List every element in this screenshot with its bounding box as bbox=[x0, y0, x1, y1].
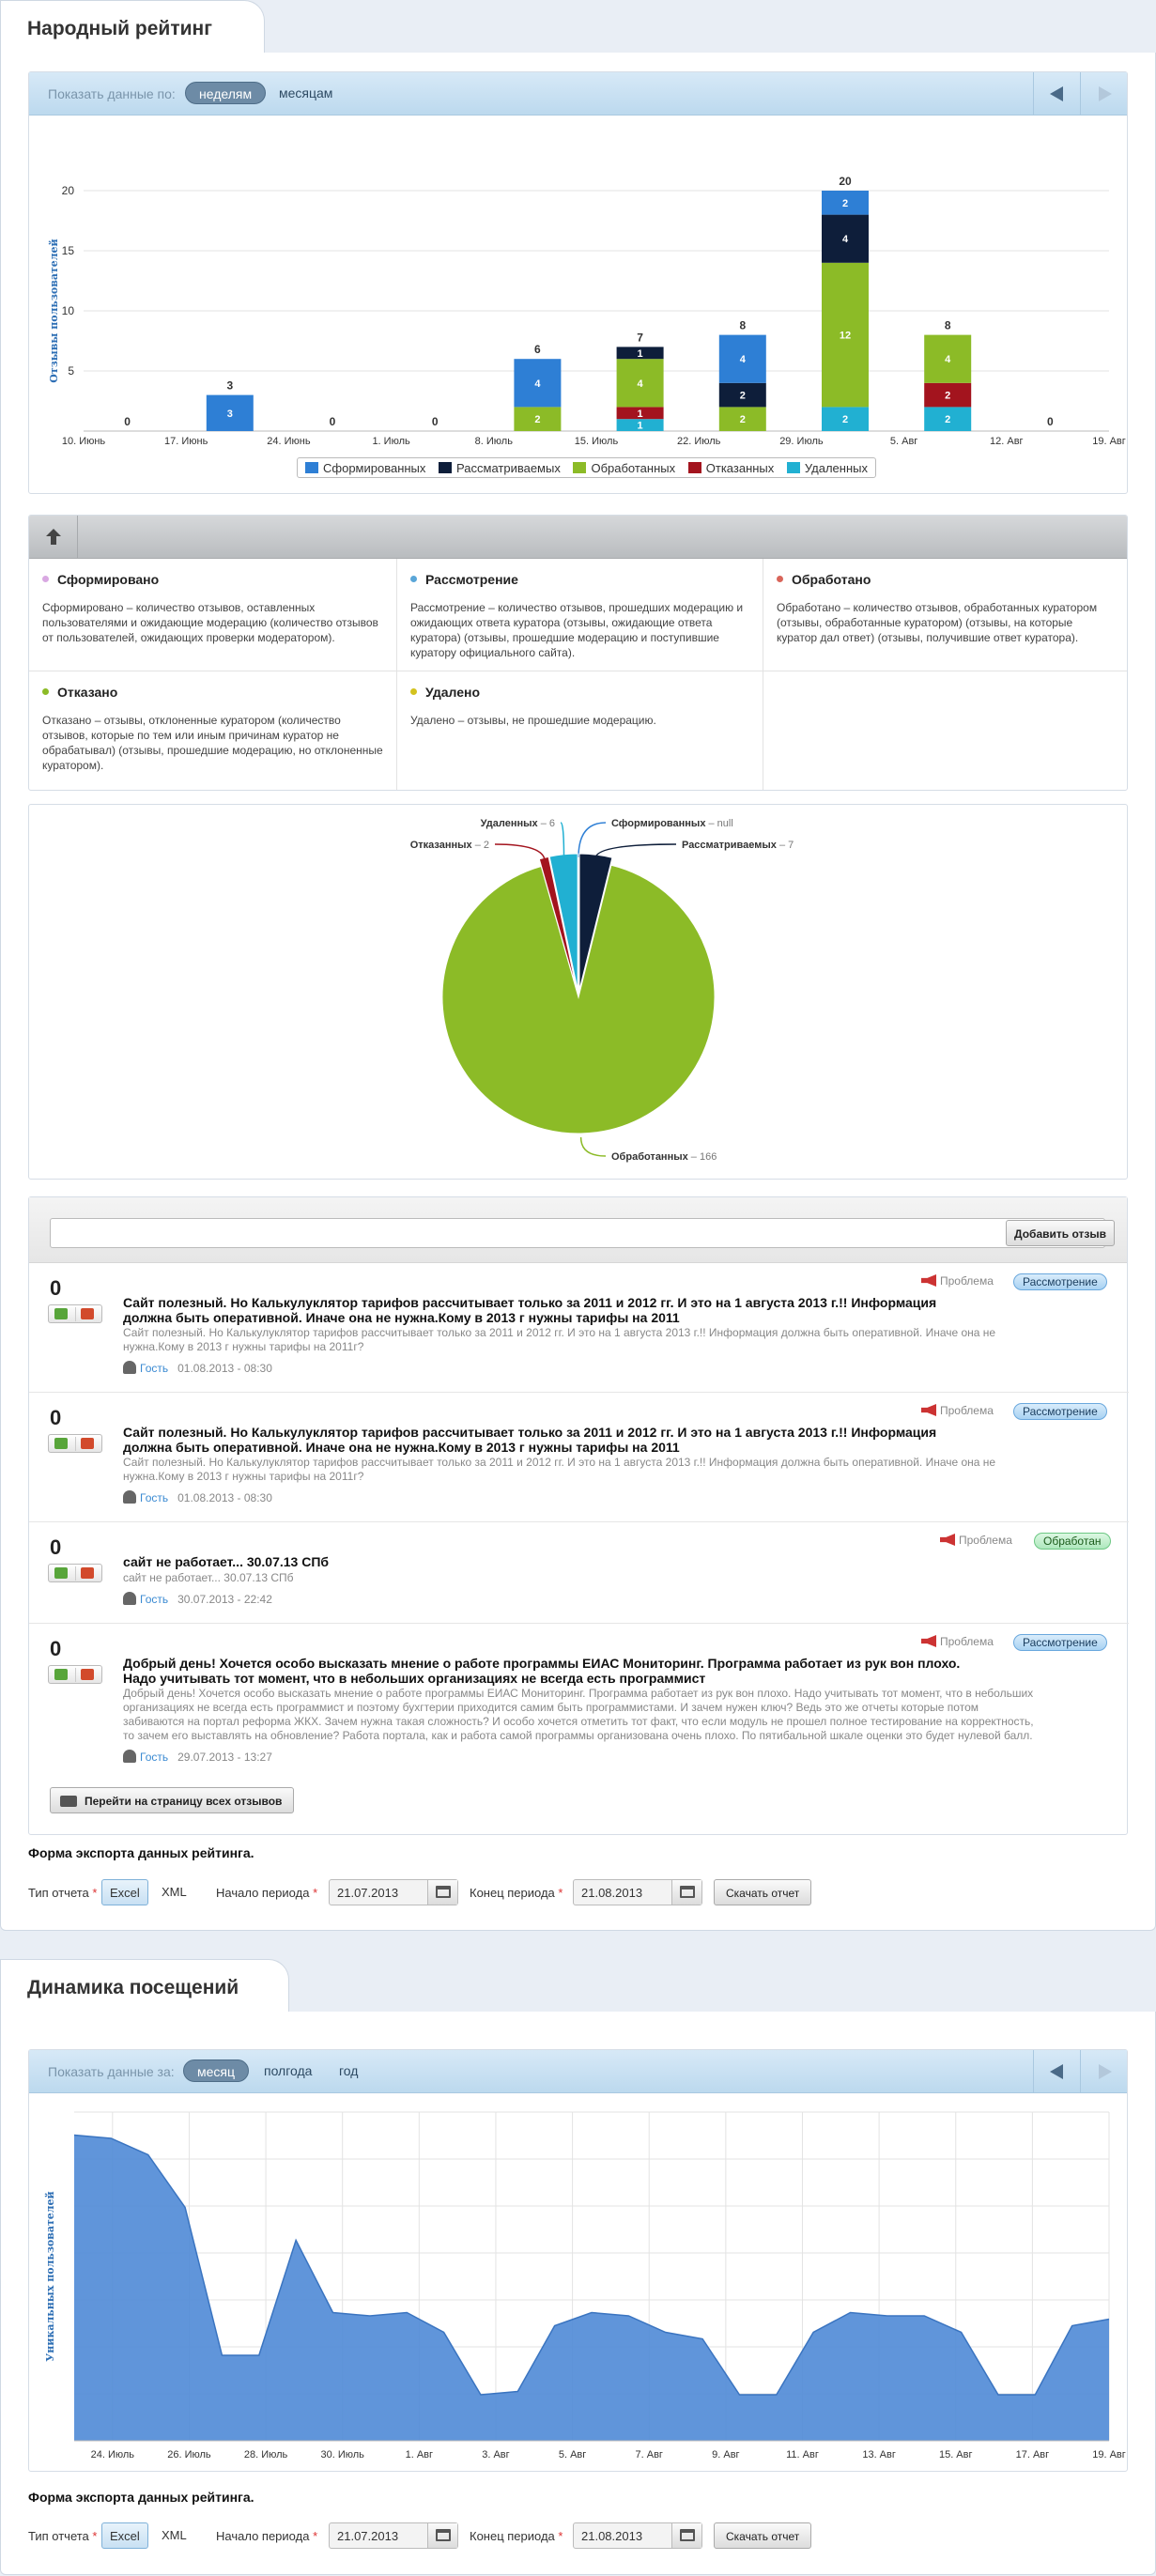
feedback-search-input[interactable] bbox=[50, 1218, 1105, 1248]
required-mark: * bbox=[558, 1886, 563, 1900]
download-report-button[interactable]: Скачать отчет bbox=[714, 1879, 811, 1905]
x-tick-label: 7. Авг bbox=[635, 2449, 663, 2460]
export-form-title: Форма экспорта данных рейтинга. bbox=[28, 2490, 254, 2505]
review-date: 29.07.2013 - 13:27 bbox=[177, 1751, 272, 1764]
definition-title bbox=[410, 572, 749, 587]
bar-total-label: 8 bbox=[944, 318, 951, 332]
pie-connector bbox=[581, 1137, 606, 1156]
pie-label bbox=[481, 818, 555, 829]
end-period-label-text: Конец периода bbox=[470, 2529, 555, 2543]
legend-swatch bbox=[305, 462, 318, 473]
prev-period-button[interactable] bbox=[1033, 72, 1080, 116]
area-series bbox=[74, 2136, 1109, 2442]
review-score: 0 bbox=[50, 1535, 62, 1559]
calendar-button[interactable] bbox=[671, 1880, 701, 1905]
visits-chart-panel bbox=[28, 2049, 1128, 2472]
comment-icon bbox=[60, 1796, 77, 1807]
definition-title-text: Обработано bbox=[792, 572, 871, 587]
review-date: 30.07.2013 - 22:42 bbox=[177, 1593, 272, 1606]
bullet-dot-icon bbox=[42, 688, 49, 695]
x-tick-label: 15. Июль bbox=[574, 436, 619, 447]
calendar-icon bbox=[436, 2529, 451, 2541]
definition-rejected bbox=[29, 671, 397, 791]
bar-value-label: 2 bbox=[945, 390, 951, 402]
definition-title bbox=[42, 685, 383, 700]
review-body-line: забиваются на портал реформа ЖКХ. Зачем нужна такая сложность? И особо хочется отметить тот факт, что если модуль не прошел полное тестирование на корректность, bbox=[123, 1715, 1034, 1728]
vote-divider bbox=[75, 1307, 76, 1321]
thumbs-up-icon[interactable] bbox=[54, 1567, 68, 1579]
report-type-label bbox=[28, 2529, 97, 2543]
x-tick-label: 30. Июль bbox=[320, 2449, 364, 2460]
megaphone-icon bbox=[921, 1274, 936, 1287]
review-title[interactable] bbox=[123, 1554, 1062, 1569]
review-body bbox=[123, 1687, 1109, 1743]
report-type-label-text: Тип отчета bbox=[28, 1886, 89, 1900]
definition-title-text: Рассмотрение bbox=[425, 572, 518, 587]
review-title[interactable] bbox=[123, 1425, 1062, 1455]
pie-label-value: – 6 bbox=[537, 818, 555, 829]
pie-chart-panel bbox=[28, 804, 1128, 1180]
thumbs-down-icon[interactable] bbox=[81, 1567, 94, 1579]
calendar-icon bbox=[680, 1886, 695, 1898]
legend-item-processed[interactable] bbox=[573, 461, 675, 475]
legend-item-formed[interactable] bbox=[305, 461, 425, 475]
legend-item-review[interactable] bbox=[439, 461, 561, 475]
end-period-label-text: Конец периода bbox=[470, 1886, 555, 1900]
collapse-button[interactable] bbox=[29, 516, 78, 558]
thumbs-up-icon[interactable] bbox=[54, 1669, 68, 1680]
bar-value-label: 3 bbox=[226, 408, 233, 420]
review-body-line: нужна.Кому в 2013 г нужны тарифы на 2011г? bbox=[123, 1470, 364, 1483]
bar-value-label: 4 bbox=[841, 234, 849, 246]
required-mark: * bbox=[92, 2529, 98, 2543]
x-tick-label: 15. Авг bbox=[938, 2449, 973, 2460]
period-month-button[interactable]: месяц bbox=[183, 2059, 249, 2082]
review-category-text: Проблема bbox=[940, 1274, 994, 1288]
rating-chart-toolbar bbox=[29, 72, 1127, 116]
arrow-up-icon bbox=[46, 529, 61, 545]
end-period-label bbox=[470, 1886, 563, 1900]
period-label: Показать данные по: bbox=[48, 86, 176, 101]
definition-title-text: Отказано bbox=[57, 685, 118, 700]
review-body-line: сайт не работает... 30.07.13 СПб bbox=[123, 1571, 294, 1584]
review-category bbox=[921, 1404, 994, 1417]
bar-total-label: 7 bbox=[637, 331, 643, 345]
x-tick-label: 19. Авг bbox=[1092, 436, 1126, 447]
review-body-line: то зачем его выставлять на обновление? Работа портала, как и работа самой программы организована очень плохо. По пятибальной шкале оценки это будет нулевой балл. bbox=[123, 1729, 1033, 1742]
export-form bbox=[28, 2522, 1128, 2549]
visits-chart-toolbar bbox=[29, 2050, 1127, 2093]
next-period-button[interactable] bbox=[1080, 72, 1127, 116]
x-tick-label: 8. Июль bbox=[474, 436, 513, 447]
review-author-link[interactable]: Гость bbox=[140, 1491, 169, 1504]
review-title-line: Сайт полезный. Но Калькулуклятор тарифов рассчитывает только за 2011 и 2012 гг. И это на 1 августа 2013 г.!! Информация bbox=[123, 1295, 937, 1310]
end-date-value: 21.08.2013 bbox=[581, 1886, 643, 1900]
review-author-link[interactable]: Гость bbox=[140, 1593, 169, 1606]
status-badge: Рассмотрение bbox=[1013, 1273, 1107, 1290]
user-icon bbox=[123, 1361, 136, 1374]
definition-processed bbox=[763, 559, 1127, 671]
review-title-line: должна быть оперативной. Иначе она не нужна.Кому в 2013 г нужны тарифы на 2011 bbox=[123, 1440, 680, 1455]
arrow-left-icon bbox=[1050, 2064, 1063, 2079]
bar-chart-legend bbox=[297, 457, 876, 478]
bar-value-label: 2 bbox=[841, 197, 849, 209]
bullet-dot-icon bbox=[410, 688, 417, 695]
thumbs-up-icon[interactable] bbox=[54, 1438, 68, 1449]
vote-buttons bbox=[48, 1434, 102, 1453]
period-year-button[interactable]: год bbox=[339, 2063, 359, 2078]
bar-value-label: 12 bbox=[839, 330, 852, 342]
review-category bbox=[940, 1534, 1012, 1547]
definition-text: Сформировано – количество отзывов, оставленных пользователями и ожидающие модерацию (количество отзывов от пользователей, ожидающих проверки модератором). bbox=[42, 601, 378, 644]
y-axis-label: Уникальных пользователей bbox=[44, 2191, 56, 2362]
bar-total-label: 20 bbox=[839, 175, 852, 188]
rating-section-header bbox=[0, 0, 1156, 53]
feedback-toolbar bbox=[29, 1197, 1127, 1263]
x-tick-label: 1. Авг bbox=[405, 2449, 434, 2460]
format-excel-button[interactable]: Excel bbox=[101, 2522, 148, 2549]
visits-next-button[interactable] bbox=[1080, 2050, 1127, 2093]
vote-buttons bbox=[48, 1665, 102, 1684]
megaphone-icon bbox=[921, 1404, 936, 1416]
rating-chart-panel bbox=[28, 71, 1128, 494]
thumbs-down-icon[interactable] bbox=[81, 1438, 94, 1449]
review-date: 01.08.2013 - 08:30 bbox=[177, 1491, 272, 1504]
pie-slice bbox=[442, 865, 715, 1134]
calendar-button[interactable] bbox=[427, 2523, 457, 2548]
calendar-button[interactable] bbox=[671, 2523, 701, 2548]
required-mark: * bbox=[92, 1886, 98, 1900]
definition-title-text: Сформировано bbox=[57, 572, 160, 587]
y-tick-label: 20 bbox=[61, 184, 74, 197]
review-score: 0 bbox=[50, 1276, 62, 1300]
visits-section-header bbox=[0, 1959, 1156, 2012]
start-period-label-text: Начало периода bbox=[216, 2529, 310, 2543]
pie-label-name: Удаленных bbox=[480, 818, 538, 829]
review-item bbox=[29, 1393, 1129, 1522]
definition-title bbox=[777, 572, 1114, 587]
y-tick-label: 10 bbox=[61, 304, 74, 317]
bullet-dot-icon bbox=[410, 576, 417, 582]
megaphone-icon bbox=[921, 1635, 936, 1647]
bar-value-label: 1 bbox=[637, 347, 643, 360]
review-meta bbox=[123, 1490, 272, 1504]
bar-value-label: 1 bbox=[637, 420, 643, 432]
status-pie-chart bbox=[29, 805, 1127, 1179]
review-body-line: Сайт полезный. Но Калькулуклятор тарифов рассчитывает только за 2011 и 2012 гг. И это на 1 августа 2013 г.!! Информация должна быть оперативной. Иначе она не bbox=[123, 1456, 996, 1469]
pie-label bbox=[682, 840, 794, 851]
status-badge: Рассмотрение bbox=[1013, 1634, 1107, 1651]
bar-value-label: 4 bbox=[534, 378, 541, 390]
definition-text: Удалено – отзывы, не прошедшие модерацию. bbox=[410, 714, 656, 727]
bar-total-label: 0 bbox=[124, 415, 131, 428]
review-body-line: нужна.Кому в 2013 г нужны тарифы на 2011г? bbox=[123, 1340, 364, 1353]
x-tick-label: 9. Авг bbox=[712, 2449, 740, 2460]
bar-total-label: 0 bbox=[1047, 415, 1054, 428]
definitions-toolbar bbox=[29, 516, 1127, 559]
legend-swatch bbox=[688, 462, 701, 473]
user-icon bbox=[123, 1490, 136, 1504]
start-date-value: 21.07.2013 bbox=[337, 2529, 399, 2543]
bar-value-label: 2 bbox=[739, 390, 746, 402]
legend-swatch bbox=[573, 462, 586, 473]
pie-label-name: Сформированных bbox=[611, 818, 706, 829]
user-icon bbox=[123, 1750, 136, 1763]
y-tick-label: 15 bbox=[61, 244, 74, 257]
review-author-link[interactable]: Гость bbox=[140, 1751, 169, 1764]
required-mark: * bbox=[313, 2529, 318, 2543]
pie-connector bbox=[561, 823, 564, 858]
pie-label bbox=[611, 1151, 717, 1163]
review-body bbox=[123, 1571, 1109, 1585]
start-date-input[interactable] bbox=[329, 2522, 458, 2549]
start-date-value: 21.07.2013 bbox=[337, 1886, 399, 1900]
visits-area-chart bbox=[29, 2093, 1127, 2471]
review-title[interactable] bbox=[123, 1295, 1062, 1325]
definition-title bbox=[42, 572, 383, 587]
start-date-input[interactable] bbox=[329, 1879, 458, 1905]
megaphone-icon bbox=[940, 1534, 955, 1546]
legend-swatch bbox=[787, 462, 800, 473]
pie-label-name: Рассматриваемых bbox=[682, 840, 777, 851]
review-date: 01.08.2013 - 08:30 bbox=[177, 1362, 272, 1375]
legend-label: Сформированных bbox=[323, 461, 426, 475]
definitions-panel bbox=[28, 515, 1128, 791]
x-tick-label: 13. Авг bbox=[862, 2449, 896, 2460]
x-tick-label: 29. Июль bbox=[779, 436, 824, 447]
end-period-label bbox=[470, 2529, 563, 2543]
visits-period-label: Показать данные за: bbox=[48, 2064, 175, 2079]
thumbs-up-icon[interactable] bbox=[54, 1308, 68, 1319]
legend-item-rejected[interactable] bbox=[688, 461, 775, 475]
vote-divider bbox=[75, 1668, 76, 1682]
pie-connector bbox=[495, 844, 545, 861]
review-score: 0 bbox=[50, 1637, 62, 1660]
x-tick-label: 1. Июль bbox=[372, 436, 410, 447]
end-date-input[interactable] bbox=[573, 2522, 702, 2549]
x-tick-label: 10. Июнь bbox=[61, 436, 106, 447]
definition-text: Отказано – отзывы, отклоненные куратором (количество отзывов, которые по тем или иным причинам куратор не обрабатывал) (отзывы, прошедшие модерацию, но отклоненные куратором). bbox=[42, 714, 383, 772]
review-body bbox=[123, 1326, 1109, 1354]
x-tick-label: 24. Июнь bbox=[267, 436, 311, 447]
x-tick-label: 24. Июль bbox=[90, 2449, 135, 2460]
vote-divider bbox=[75, 1566, 76, 1581]
bar-value-label: 2 bbox=[534, 414, 541, 426]
calendar-icon bbox=[680, 2529, 695, 2541]
thumbs-down-icon[interactable] bbox=[81, 1308, 94, 1319]
pie-label bbox=[410, 840, 489, 851]
review-meta bbox=[123, 1592, 272, 1606]
y-tick-label: 5 bbox=[68, 364, 74, 378]
report-type-label bbox=[28, 1886, 97, 1900]
bar-total-label: 0 bbox=[329, 415, 336, 428]
bar-value-label: 4 bbox=[945, 354, 951, 366]
export-form-title: Форма экспорта данных рейтинга. bbox=[28, 1845, 254, 1860]
pie-label-value: – 166 bbox=[687, 1151, 717, 1163]
bullet-dot-icon bbox=[777, 576, 783, 582]
bar-value-label: 2 bbox=[945, 414, 951, 426]
bar-total-label: 6 bbox=[534, 343, 541, 357]
pie-label-name: Обработанных bbox=[611, 1151, 688, 1163]
review-title-line: сайт не работает... 30.07.13 СПб bbox=[123, 1554, 330, 1569]
bar-total-label: 3 bbox=[226, 378, 234, 393]
visits-prev-button[interactable] bbox=[1033, 2050, 1080, 2093]
period-halfyear-button[interactable]: полгода bbox=[264, 2063, 313, 2078]
review-title-line: Надо учитывать тот момент, что в небольших организациях не всегда есть программист bbox=[123, 1671, 706, 1686]
pie-label-name: Отказанных bbox=[409, 840, 472, 851]
y-axis-label: Отзывы пользователей bbox=[48, 239, 60, 383]
review-title[interactable] bbox=[123, 1656, 1062, 1686]
download-report-button[interactable]: Скачать отчет bbox=[714, 2522, 811, 2549]
status-badge: Обработан bbox=[1034, 1533, 1111, 1550]
definition-title bbox=[410, 685, 749, 700]
rating-section-title: Народный рейтинг bbox=[0, 0, 265, 53]
review-body-line: Добрый день! Хочется особо высказать мнение о работе программы ЕИАС Мониторинг. Программа работает из рук вон плохо. Надо учитывать тот момент, что в небольших bbox=[123, 1687, 1034, 1700]
start-period-label bbox=[216, 2529, 317, 2543]
bar-total-label: 8 bbox=[739, 318, 747, 332]
required-mark: * bbox=[558, 2529, 563, 2543]
format-xml-button[interactable]: XML bbox=[162, 2528, 187, 2542]
review-body-line: организациях не всегда есть программист и поэтому бухгтерии приходится самим быть программистами. И зачем нужен ключ? Ведь это же отчеты которые потом bbox=[123, 1701, 979, 1714]
bar-total-label: 0 bbox=[431, 415, 439, 428]
x-tick-label: 5. Авг bbox=[558, 2449, 587, 2460]
review-item bbox=[29, 1263, 1129, 1393]
legend-swatch bbox=[439, 462, 452, 473]
x-tick-label: 28. Июль bbox=[243, 2449, 288, 2460]
vote-divider bbox=[75, 1437, 76, 1451]
pie-label bbox=[611, 818, 733, 829]
x-tick-label: 5. Авг bbox=[889, 436, 918, 447]
definition-deleted bbox=[397, 671, 763, 791]
arrow-left-icon bbox=[1050, 86, 1063, 101]
review-category bbox=[921, 1274, 994, 1288]
review-body-line: Сайт полезный. Но Калькулуклятор тарифов рассчитывает только за 2011 и 2012 гг. И это на 1 августа 2013 г.!! Информация должна быть оперативной. Иначе она не bbox=[123, 1326, 996, 1339]
x-tick-label: 19. Авг bbox=[1092, 2449, 1126, 2460]
review-body bbox=[123, 1456, 1109, 1484]
x-tick-label: 3. Авг bbox=[482, 2449, 510, 2460]
legend-label: Удаленных bbox=[804, 461, 868, 475]
review-item bbox=[29, 1624, 1129, 1774]
x-tick-label: 17. Июнь bbox=[164, 436, 208, 447]
vote-buttons bbox=[48, 1304, 102, 1323]
definition-review bbox=[397, 559, 763, 671]
review-item bbox=[29, 1522, 1129, 1624]
calendar-button[interactable] bbox=[427, 1880, 457, 1905]
vote-buttons bbox=[48, 1564, 102, 1582]
arrow-right-icon bbox=[1099, 86, 1112, 101]
pie-label-value: – 7 bbox=[776, 840, 794, 851]
end-date-value: 21.08.2013 bbox=[581, 2529, 643, 2543]
all-reviews-button-label: Перейти на страницу всех отзывов bbox=[85, 1795, 283, 1808]
definition-text: Обработано – количество отзывов, обработанных куратором (отзывы, обработанные куратором) (отзывы, на которые куратор дал ответ) (отзывы, получившие ответ куратора). bbox=[777, 601, 1098, 644]
legend-label: Отказанных bbox=[705, 461, 775, 475]
review-title-line: Добрый день! Хочется особо высказать мнение о работе программы ЕИАС Мониторинг. Программа работает из рук вон плохо. bbox=[123, 1656, 961, 1671]
review-category-text: Проблема bbox=[959, 1534, 1012, 1547]
calendar-icon bbox=[436, 1886, 451, 1898]
review-category-text: Проблема bbox=[940, 1635, 994, 1648]
review-score: 0 bbox=[50, 1406, 62, 1429]
x-tick-label: 11. Авг bbox=[786, 2449, 819, 2460]
all-reviews-button[interactable] bbox=[50, 1787, 294, 1813]
pie-label-value: – 2 bbox=[471, 840, 489, 851]
format-xml-button[interactable]: XML bbox=[162, 1885, 187, 1899]
legend-label: Обработанных bbox=[591, 461, 676, 475]
format-excel-button[interactable]: Excel bbox=[101, 1879, 148, 1905]
definition-formed bbox=[29, 559, 397, 671]
start-period-label bbox=[216, 1886, 317, 1900]
review-author-link[interactable]: Гость bbox=[140, 1362, 169, 1375]
x-tick-label: 17. Авг bbox=[1015, 2449, 1050, 2460]
review-category-text: Проблема bbox=[940, 1404, 994, 1417]
start-period-label-text: Начало периода bbox=[216, 1886, 310, 1900]
legend-item-deleted[interactable] bbox=[787, 461, 868, 475]
review-meta bbox=[123, 1750, 272, 1764]
x-tick-label: 12. Авг bbox=[990, 436, 1024, 447]
period-weeks-button[interactable]: неделям bbox=[185, 82, 266, 104]
feedback-panel bbox=[28, 1196, 1128, 1835]
export-form bbox=[28, 1879, 1128, 1905]
review-meta bbox=[123, 1361, 272, 1375]
bar-value-label: 4 bbox=[637, 378, 643, 390]
end-date-input[interactable] bbox=[573, 1879, 702, 1905]
definition-text: Рассмотрение – количество отзывов, прошедших модерацию и ожидающих ответа куратора (отзывы, ожидающие ответа куратора) (отзывы, прошедшие модерацию и поступившие куратору официального сайта). bbox=[410, 601, 744, 659]
review-title-line: должна быть оперативной. Иначе она не нужна.Кому в 2013 г нужны тарифы на 2011 bbox=[123, 1310, 680, 1325]
review-title-line: Сайт полезный. Но Калькулуклятор тарифов рассчитывает только за 2011 и 2012 гг. И это на 1 августа 2013 г.!! Информация bbox=[123, 1425, 937, 1440]
pie-label-value: – null bbox=[705, 818, 733, 829]
thumbs-down-icon[interactable] bbox=[81, 1669, 94, 1680]
review-category bbox=[921, 1635, 994, 1648]
visits-section-title: Динамика посещений bbox=[0, 1959, 289, 2012]
report-type-label-text: Тип отчета bbox=[28, 2529, 89, 2543]
arrow-right-icon bbox=[1099, 2064, 1112, 2079]
bar-value-label: 1 bbox=[637, 408, 643, 420]
x-tick-label: 26. Июль bbox=[167, 2449, 211, 2460]
bar-value-label: 4 bbox=[739, 354, 746, 366]
bar-value-label: 2 bbox=[841, 414, 849, 426]
definition-title-text: Удалено bbox=[425, 685, 481, 700]
bar-value-label: 2 bbox=[739, 414, 746, 426]
period-months-button[interactable]: месяцам bbox=[279, 85, 333, 100]
legend-label: Рассматриваемых bbox=[456, 461, 561, 475]
rating-bar-chart bbox=[29, 116, 1127, 454]
x-tick-label: 22. Июль bbox=[676, 436, 721, 447]
add-review-button[interactable]: Добавить отзыв bbox=[1006, 1220, 1115, 1246]
required-mark: * bbox=[313, 1886, 318, 1900]
user-icon bbox=[123, 1592, 136, 1605]
status-badge: Рассмотрение bbox=[1013, 1403, 1107, 1420]
bullet-dot-icon bbox=[42, 576, 49, 582]
